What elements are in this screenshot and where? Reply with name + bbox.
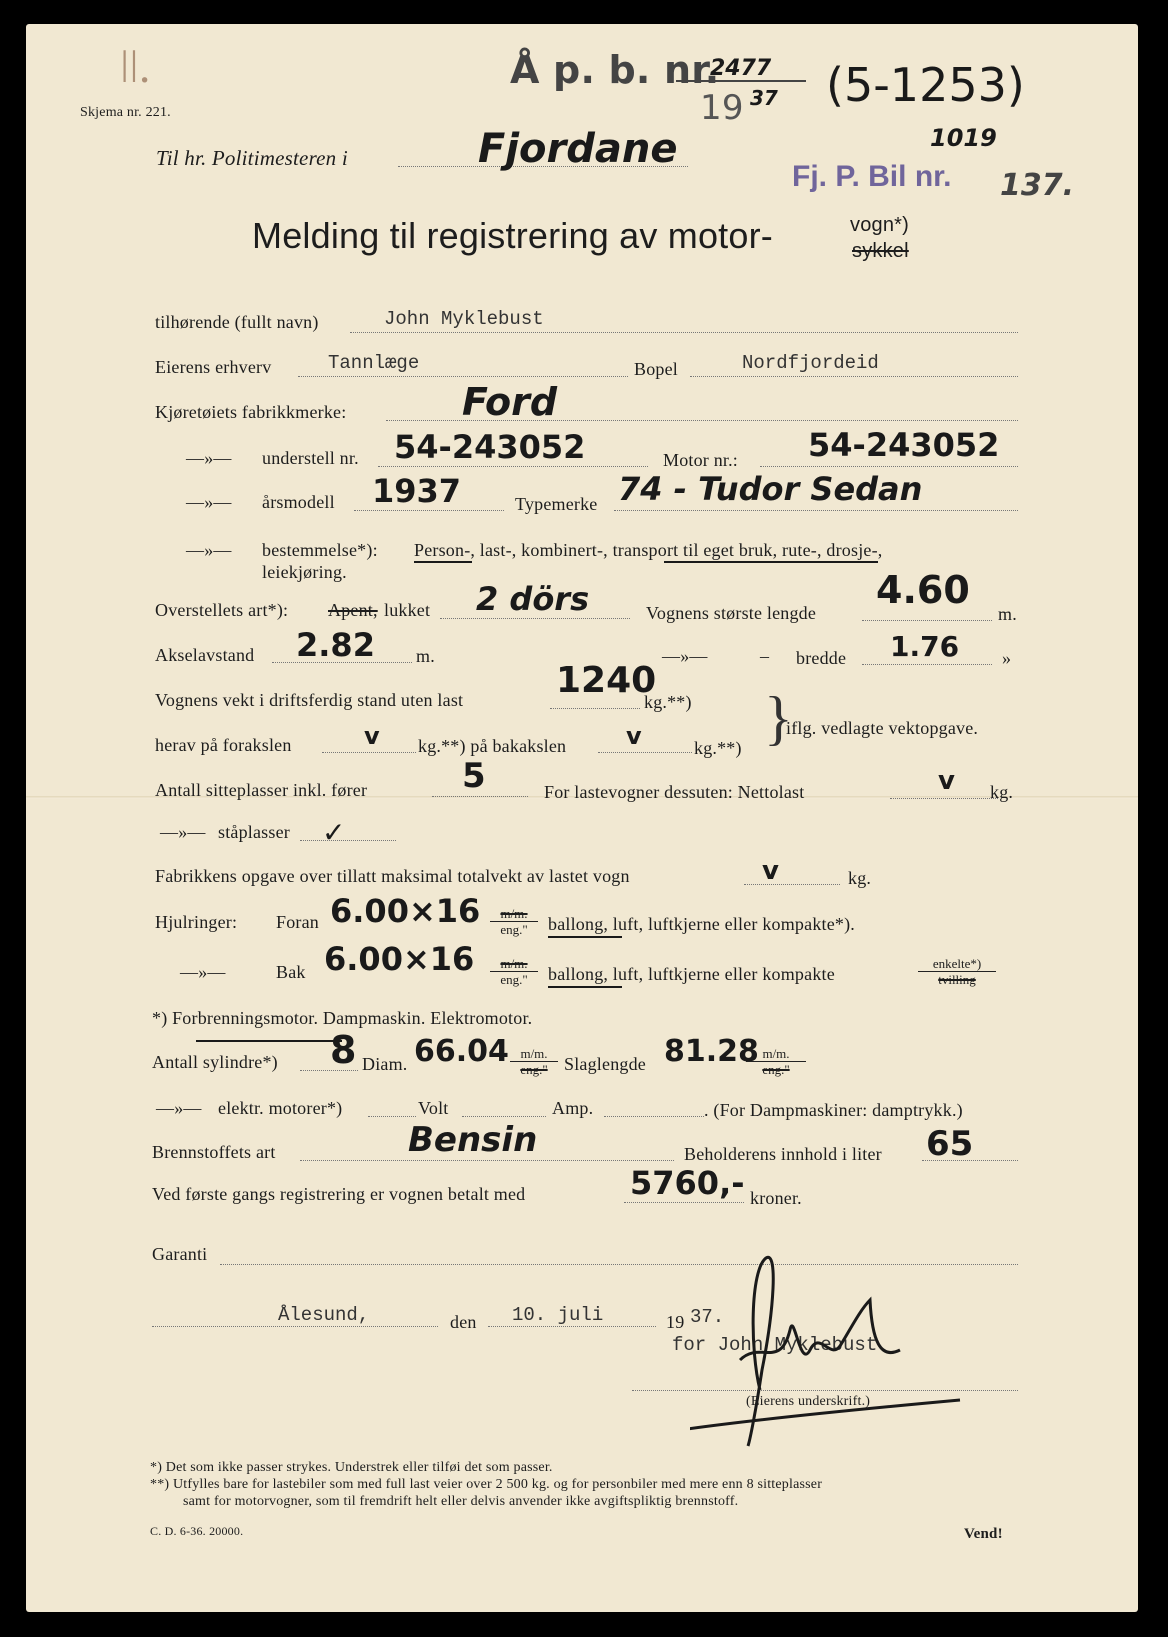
addressee-label: Til hr. Politimesteren i: [156, 146, 348, 170]
front-tyre-text: ballong, luft, luftkjerne eller kompakte*).: [548, 914, 856, 934]
fuel-value: Bensin: [408, 1120, 538, 1160]
price-unit: kroner.: [750, 1188, 802, 1208]
length-unit: m.: [998, 604, 1017, 624]
rear-wheels-value: 6.00×16: [324, 940, 475, 978]
price-value: 5760,-: [630, 1164, 745, 1202]
front-unit-fraction: m/m. eng.": [490, 906, 538, 937]
front-wheels-label: Foran: [276, 912, 319, 932]
diam-unit-fraction: m/m. eng.": [510, 1046, 558, 1077]
front-axle-unit: kg.**) på bakakslen: [418, 736, 567, 756]
year-prefix: 19: [700, 88, 744, 128]
diam-label: Diam.: [362, 1054, 408, 1074]
owner-signature: [690, 1250, 970, 1450]
tank-value: 65: [926, 1124, 974, 1164]
fuel-label: Brennstoffets art: [152, 1142, 276, 1162]
front-axle-label: herav på forakslen: [155, 735, 292, 755]
make-value: Ford: [462, 380, 558, 424]
guarantor-label: Garanti: [152, 1244, 208, 1264]
wheelbase-label: Akselavstand: [155, 645, 255, 665]
title-option-vehicle: vogn*): [850, 214, 910, 236]
cylinders-value: 8: [330, 1028, 357, 1072]
print-code: C. D. 6-36. 20000.: [150, 1524, 244, 1538]
width-value: 1.76: [890, 630, 960, 663]
weight-value: 1240: [556, 660, 657, 701]
max-weight-unit: kg.: [848, 868, 872, 888]
brace: }: [764, 685, 793, 751]
ditto-mark: —»—: [180, 962, 226, 982]
price-label: Ved første gangs registrering er vognen betalt med: [152, 1184, 526, 1204]
police-stamp: Fj. P. Bil nr.: [792, 160, 952, 193]
body-closed: lukket: [384, 600, 431, 620]
owner-value: John Myklebust: [384, 308, 544, 330]
cargo-value: v: [938, 766, 955, 796]
standing-label: ståplasser: [218, 822, 290, 842]
max-weight-value: v: [762, 856, 779, 886]
electric-label: elektr. motorer*): [218, 1098, 343, 1118]
footnote-2-cont: samt for motorvogner, som til fremdrift helt eller delvis anvender ikke avgiftspliktig brennstoff.: [183, 1494, 739, 1509]
apb-number: 2477: [710, 56, 772, 81]
width-unit: »: [1002, 648, 1012, 668]
rear-axle-value: v: [626, 722, 642, 750]
occupation-label: Eierens erhverv: [155, 357, 272, 377]
cargo-label: For lastevogner dessuten: Nettolast: [544, 782, 805, 802]
schema-number: Skjema nr. 221.: [80, 105, 171, 120]
apb-label: Å p. b. nr.: [510, 48, 720, 92]
cylinders-label: Antall sylindre*): [152, 1052, 278, 1072]
wheelbase-unit: m.: [416, 646, 435, 666]
title-option-motorcycle: sykkel: [852, 240, 909, 262]
engine-types: *) Forbrenningsmotor. Dampmaskin. Elektromotor.: [152, 1008, 533, 1028]
rear-unit-fraction: m/m. eng.": [490, 956, 538, 987]
turn-page: Vend!: [964, 1526, 1003, 1542]
width-label: bredde: [796, 648, 847, 668]
ditto-mark: —»—: [186, 540, 232, 560]
front-axle-value: v: [364, 722, 380, 750]
form-title: Melding til registrering av motor-: [252, 215, 773, 256]
front-wheels-value: 6.00×16: [330, 892, 481, 930]
footnote-1: *) Det som ikke passer strykes. Understrek eller tilføi det som passer.: [150, 1460, 553, 1475]
steam-label: . (For Dampmaskiner: damptrykk.): [704, 1100, 963, 1120]
ditto-mark: —»—: [662, 646, 708, 666]
seats-label: Antall sitteplasser inkl. fører: [155, 780, 368, 800]
sign-year-prefix: 19: [666, 1312, 685, 1332]
purpose-underline-transport: [664, 561, 878, 563]
model-year-value: 1937: [372, 472, 462, 510]
purpose-underline-person: [414, 561, 472, 563]
volt-label: Volt: [418, 1098, 449, 1118]
stroke-value: 81.28: [664, 1034, 759, 1069]
ditto-mark: —»—: [160, 822, 206, 842]
rear-tyre-text: ballong, luft, luftkjerne eller kompakte: [548, 964, 835, 984]
weight-unit: kg.**): [644, 692, 692, 712]
ditto-mark: —»—: [186, 448, 232, 468]
date-value: 10. juli: [512, 1304, 604, 1326]
rear-wheels-label: Bak: [276, 962, 306, 982]
signature-caption: (Eierens underskrift.): [746, 1394, 871, 1409]
stroke-label: Slaglengde: [564, 1054, 646, 1074]
motor-label: Motor nr.:: [663, 450, 739, 470]
stamp-number: 137.: [1000, 168, 1075, 203]
wheelbase-value: 2.82: [296, 626, 375, 664]
tank-label: Beholderens innhold i liter: [684, 1144, 882, 1164]
ditto-mark: —»—: [186, 492, 232, 512]
address-value: Nordfjordeid: [742, 352, 879, 374]
body-value: 2 dörs: [476, 580, 590, 618]
length-value: 4.60: [876, 568, 970, 612]
rear-axle-unit: kg.**): [694, 738, 742, 758]
wheels-label: Hjulringer:: [155, 912, 238, 932]
form-sheet: [26, 24, 1138, 1612]
stroke-unit-fraction: m/m. eng.": [746, 1046, 806, 1077]
owner-label: tilhørende (fullt navn): [155, 312, 319, 332]
sign-year: 37.: [690, 1306, 725, 1328]
purpose-options: Person-, last-, kombinert-, transport til eget bruk, rute-, drosje-,: [414, 540, 883, 560]
type-value: 74 - Tudor Sedan: [618, 470, 923, 508]
purpose-label: bestemmelse*):: [262, 540, 378, 560]
addressee-value: Fjordane: [478, 126, 678, 172]
weight-note: iflg. vedlagte vektopgave.: [786, 718, 979, 738]
ditto-mark: —»—: [156, 1098, 202, 1118]
length-label: Vognens største lengde: [646, 603, 817, 623]
standing-value: ✓: [322, 816, 346, 849]
year-suffix: 37: [750, 86, 778, 110]
diam-value: 66.04: [414, 1034, 509, 1069]
corner-marks: ǀǀ.: [120, 41, 151, 92]
single-twin-fraction: enkelte*) tvilling: [918, 956, 996, 987]
seats-value: 5: [462, 756, 486, 796]
model-year-label: årsmodell: [262, 492, 335, 512]
chassis-value: 54-243052: [394, 428, 586, 466]
amp-label: Amp.: [552, 1098, 594, 1118]
body-label: Overstellets art*):: [155, 600, 289, 620]
date-den-label: den: [450, 1312, 477, 1332]
motor-value: 54-243052: [808, 426, 1000, 464]
reference-sub: 1019: [930, 124, 997, 152]
reference-number: (5-1253): [826, 58, 1025, 112]
chassis-label: understell nr.: [262, 448, 359, 468]
footnote-2: **) Utfylles bare for lastebiler som med full last veier over 2 500 kg. og for personbiler med mere enn 8 sitteplasser: [150, 1477, 823, 1492]
cargo-unit: kg.: [990, 782, 1014, 802]
purpose-options-2: leiekjøring.: [262, 562, 347, 582]
body-open: Apent,: [328, 600, 378, 620]
occupation-value: Tannlæge: [328, 352, 420, 374]
max-weight-label: Fabrikkens opgave over tillatt maksimal totalvekt av lastet vogn: [155, 866, 630, 886]
place-value: Ålesund,: [278, 1304, 370, 1326]
type-label: Typemerke: [515, 494, 598, 514]
signed-for: for John Myklebust: [672, 1334, 878, 1356]
address-label: Bopel: [634, 359, 678, 379]
weight-label: Vognens vekt i driftsferdig stand uten last: [155, 690, 464, 710]
make-label: Kjøretøiets fabrikkmerke:: [155, 402, 347, 422]
